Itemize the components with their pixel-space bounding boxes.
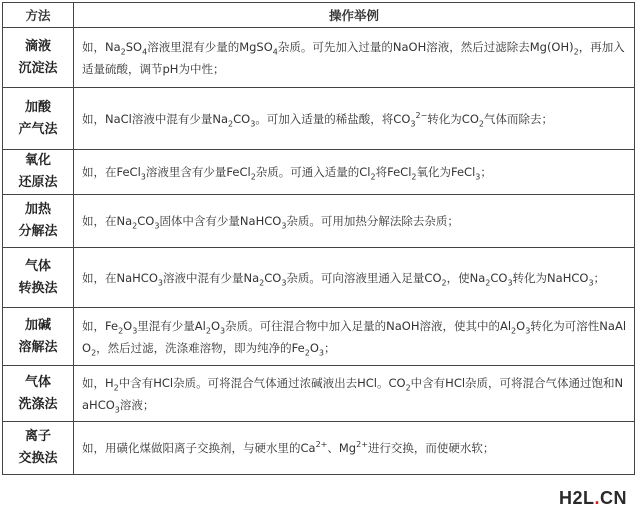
- table-row: [3, 366, 635, 422]
- subscript: 3: [140, 172, 146, 182]
- subscript: 3: [157, 277, 163, 287]
- subscript: 3: [475, 172, 481, 182]
- example-text: 气体而除去；: [483, 111, 553, 126]
- method-cell: [3, 150, 74, 195]
- method-name-line: 产气法: [18, 121, 58, 137]
- example-cell: [74, 195, 635, 248]
- subscript: 2: [118, 325, 124, 335]
- subscript: 3: [220, 325, 226, 335]
- method-name-line: 溶解法: [18, 339, 58, 355]
- example-text: 杂质。可先加入过量的NaOH溶液，然后过滤除去Mg(OH): [277, 39, 574, 54]
- example-text: 如，在Na: [82, 214, 133, 228]
- example-cell: [74, 248, 635, 308]
- example-text: ，再加入适量硫酸，调节pH为中性；: [82, 39, 625, 76]
- example-text: CO: [137, 214, 155, 228]
- method-name-line: 还原法: [18, 175, 58, 190]
- method-cell: [3, 248, 74, 308]
- example-text: O: [210, 318, 221, 333]
- example-text: 进行交换，而使硬水软；: [367, 441, 495, 455]
- example-text: CO: [233, 111, 251, 126]
- example-text: 溶液里含有少量FeCl: [145, 165, 251, 179]
- method-name-line: 滴液: [24, 38, 51, 54]
- example-text: 杂质。可向溶液里通入足量CO: [286, 270, 442, 285]
- watermark-dot: .: [594, 488, 600, 508]
- subscript: 2: [228, 118, 234, 128]
- subscript: 3: [281, 221, 287, 231]
- example-text: 氧化为FeCl: [416, 165, 476, 179]
- example-cell: [74, 308, 635, 366]
- example-text: 中含有HCl杂质，可将混合气体通过饱和NaHCO: [82, 375, 624, 412]
- example-text: 将FeCl: [375, 165, 412, 179]
- subscript: 2: [205, 325, 211, 335]
- example-text: 如，NaCl溶液中混有少量Na: [82, 111, 229, 126]
- subscript: 3: [588, 277, 594, 287]
- method-cell: [3, 308, 74, 366]
- example-text: ；: [593, 270, 606, 285]
- example-text: 如，Fe: [82, 318, 119, 333]
- method-name-line: 交换法: [18, 451, 58, 466]
- method-cell: [3, 88, 74, 150]
- subscript: 3: [507, 277, 513, 287]
- method-cell: [3, 366, 74, 422]
- method-name-line: 氧化: [24, 153, 51, 168]
- example-text: 溶液；: [119, 397, 155, 412]
- subscript: 2: [304, 347, 310, 357]
- example-text: 。可加入适量的稀盐酸，将CO: [255, 111, 411, 126]
- method-name-line: 加热: [24, 202, 51, 217]
- example-cell: [74, 150, 635, 195]
- subscript: 2: [441, 277, 447, 287]
- watermark-cn: CN: [600, 488, 627, 508]
- subscript: 2: [91, 347, 97, 357]
- method-name-line: 气体: [24, 258, 51, 274]
- example-text: 里混有少量Al: [137, 318, 206, 333]
- superscript: 2−: [415, 110, 428, 120]
- subscript: 2: [411, 172, 417, 182]
- example-text: 杂质。可往混合物中加入足量的NaOH溶液，使其中的Al: [225, 318, 512, 333]
- subscript: 2: [478, 118, 484, 128]
- example-text: 固体中含有少量NaHCO: [159, 214, 282, 228]
- subscript: 2: [485, 277, 491, 287]
- table-row: [3, 88, 635, 150]
- example-text: CO: [490, 270, 508, 285]
- watermark-h2l: H2L: [558, 488, 595, 508]
- header-method: 方法: [3, 3, 74, 28]
- subscript: 2: [405, 382, 411, 392]
- subscript: 3: [114, 404, 120, 414]
- example-text: 如，用磺化煤做阳离子交换剂，与硬水里的Ca: [82, 441, 316, 455]
- method-name-line: 洗涤法: [18, 396, 58, 412]
- example-text: ；: [323, 340, 336, 355]
- example-text: 溶液中混有少量Na: [162, 270, 260, 285]
- example-text: 转化为CO: [427, 111, 479, 126]
- example-text: CO: [264, 270, 282, 285]
- table-row: [3, 28, 635, 88]
- example-cell: [74, 366, 635, 422]
- subscript: 4: [272, 46, 278, 56]
- method-name-line: 加碱: [24, 317, 51, 333]
- example-text: 如，H: [82, 375, 114, 390]
- method-name-line: 加酸: [24, 99, 51, 115]
- subscript: 3: [132, 325, 138, 335]
- method-name-line: 离子: [24, 429, 51, 444]
- subscript: 2: [113, 382, 119, 392]
- example-text: 转化为可溶性NaAlO: [82, 318, 627, 355]
- table-row: [3, 248, 635, 308]
- subscript: 3: [281, 277, 287, 287]
- subscript: 3: [250, 118, 256, 128]
- example-text: SO: [125, 39, 143, 54]
- example-cell: [74, 88, 635, 150]
- example-text: 如，Na: [82, 39, 121, 54]
- example-text: O: [516, 318, 526, 333]
- method-name-line: 转换法: [18, 280, 58, 296]
- method-cell: [3, 195, 74, 248]
- example-text: 转化为NaHCO: [512, 270, 589, 285]
- subscript: 2: [250, 172, 256, 182]
- example-text: 、Mg: [327, 441, 357, 455]
- subscript: 3: [410, 118, 416, 128]
- method-cell: [3, 28, 74, 88]
- example-text: O: [309, 340, 319, 355]
- superscript: 2+: [315, 440, 328, 450]
- example-text: 杂质。可用加热分解法除去杂质；: [286, 214, 459, 228]
- example-text: 中含有HCl杂质。可将混合气体通过浓碱液出去HCl。CO: [118, 375, 406, 390]
- subscript: 3: [525, 325, 531, 335]
- table-row: [3, 422, 635, 475]
- method-cell: [3, 422, 74, 475]
- example-text: ，然后过滤，洗涤难溶物，即为纯净的Fe: [96, 340, 305, 355]
- example-text: 如，在NaHCO: [82, 270, 158, 285]
- method-name-line: 分解法: [18, 224, 58, 239]
- superscript: 2+: [356, 440, 368, 450]
- example-text: 溶液里混有少量的MgSO: [147, 39, 273, 54]
- table-header-row: [3, 3, 635, 28]
- subscript: 3: [154, 221, 160, 231]
- example-text: 杂质。可通入适量的Cl: [255, 165, 371, 179]
- example-text: 如，在FeCl: [82, 165, 141, 179]
- purification-methods-table: [2, 2, 635, 475]
- table-row: [3, 195, 635, 248]
- example-text: O: [123, 318, 133, 333]
- subscript: 2: [132, 221, 138, 231]
- subscript: 3: [318, 347, 324, 357]
- subscript: 2: [259, 277, 265, 287]
- table-row: [3, 308, 635, 366]
- method-name-line: 沉淀法: [18, 60, 58, 76]
- subscript: 2: [370, 172, 376, 182]
- subscript: 2: [511, 325, 517, 335]
- example-cell: [74, 28, 635, 88]
- header-example: 操作举例: [74, 3, 635, 28]
- site-watermark: [559, 488, 627, 509]
- example-cell: [74, 422, 635, 475]
- subscript: 2: [573, 46, 579, 56]
- subscript: 2: [120, 46, 126, 56]
- example-text: ；: [480, 165, 492, 179]
- method-name-line: 气体: [24, 374, 51, 390]
- subscript: 4: [142, 46, 148, 56]
- example-text: ，使Na: [446, 270, 486, 285]
- table-row: [3, 150, 635, 195]
